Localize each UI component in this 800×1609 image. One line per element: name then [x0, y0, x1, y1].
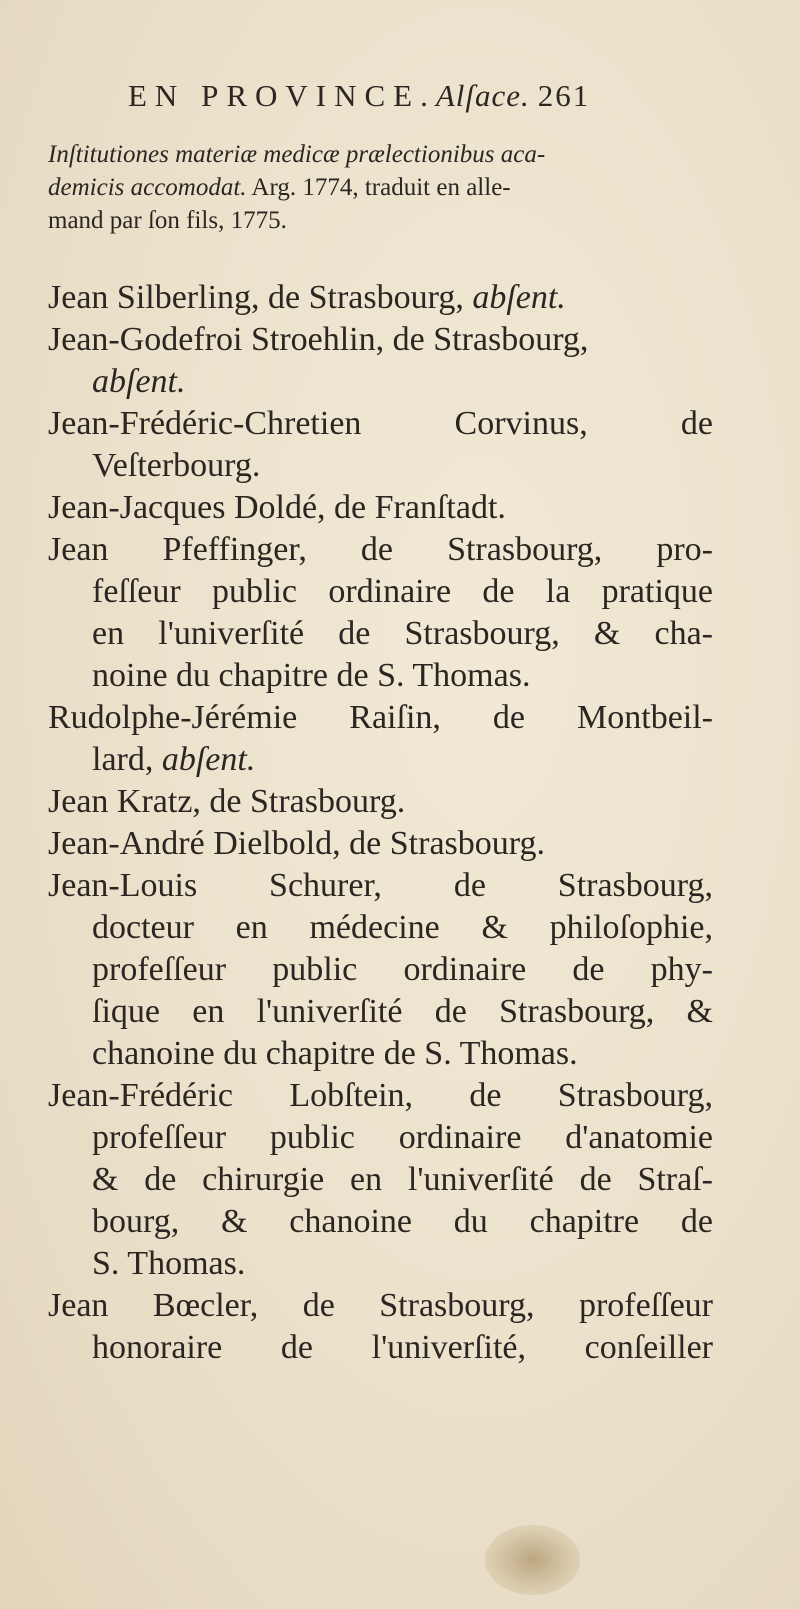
- entry-line: [48, 529, 713, 571]
- entry-list: [48, 277, 713, 1369]
- entry: [48, 781, 713, 823]
- entry-text: Jean-Louis Schurer, de Strasbourg,: [48, 867, 713, 904]
- entry-text: Jean-Frédéric-Chretien Corvinus, de: [48, 405, 713, 442]
- entry-text: Rudolphe-Jérémie Raiſin, de Montbeil-: [48, 699, 713, 736]
- entry-text: lard,: [92, 741, 154, 778]
- absent-note: abſent.: [463, 279, 566, 316]
- intro-paragraph: [48, 138, 708, 237]
- entry-text: Jean-Jacques Doldé, de Franſtadt.: [48, 489, 506, 526]
- entry-text: en l'univerſité de Strasbourg, & cha-: [92, 615, 713, 652]
- region-name: Alſace.: [435, 78, 530, 113]
- entry: [48, 529, 713, 697]
- entry-line: [48, 781, 713, 823]
- entry-text: feſſeur public ordinaire de la pratique: [92, 573, 713, 610]
- entry-line: [48, 403, 713, 445]
- entry-line: [48, 739, 713, 781]
- entry-text: Jean Kratz, de Strasbourg.: [48, 783, 406, 820]
- entry-text: Jean Silberling, de Strasbourg,: [48, 279, 464, 316]
- entry-text: Veſterbourg.: [92, 447, 261, 484]
- entry-text: & de chirurgie en l'univerſité de Straſ-: [92, 1161, 713, 1198]
- entry-line: [48, 697, 713, 739]
- entry-text: bourg, & chanoine du chapitre de: [92, 1203, 713, 1240]
- entry-line: [48, 1117, 713, 1159]
- absent-note: abſent.: [92, 363, 186, 400]
- running-header: [128, 78, 708, 114]
- entry-text: docteur en médecine & philoſophie,: [92, 909, 713, 946]
- entry: [48, 823, 713, 865]
- entry: [48, 277, 713, 319]
- entry-line: [48, 361, 713, 403]
- entry-text: chanoine du chapitre de S. Thomas.: [92, 1035, 578, 1072]
- entry: [48, 403, 713, 487]
- entry-line: [48, 277, 713, 319]
- entry-text: Jean-Frédéric Lobſtein, de Strasbourg,: [48, 1077, 713, 1114]
- intro-line: [48, 171, 708, 204]
- entry: [48, 865, 713, 1075]
- entry-line: [48, 1033, 713, 1075]
- intro-line: [48, 204, 708, 237]
- entry-line: [48, 907, 713, 949]
- entry: [48, 1285, 713, 1369]
- intro-italic-text: Inſtitutiones materiæ medicæ prælectionibus aca-: [48, 141, 546, 168]
- entry-line: [48, 865, 713, 907]
- entry-text: honoraire de l'univerſité, conſeiller: [92, 1329, 713, 1366]
- entry-line: [48, 319, 713, 361]
- entry-text: profeſſeur public ordinaire d'anatomie: [92, 1119, 713, 1156]
- entry-line: [48, 571, 713, 613]
- running-title: EN PROVINCE.: [128, 78, 436, 113]
- entry: [48, 697, 713, 781]
- entry-line: [48, 1243, 713, 1285]
- entry-line: [48, 1159, 713, 1201]
- entry-line: [48, 1327, 713, 1369]
- entry-line: [48, 445, 713, 487]
- entry-line: [48, 991, 713, 1033]
- entry-line: [48, 487, 713, 529]
- paper-stain: [485, 1525, 580, 1595]
- entry-text: Jean Bœcler, de Strasbourg, profeſſeur: [48, 1287, 713, 1324]
- entry-line: [48, 655, 713, 697]
- entry-text: ſique en l'univerſité de Strasbourg, &: [92, 993, 713, 1030]
- entry: [48, 1075, 713, 1285]
- intro-roman-text: mand par ſon fils, 1775.: [48, 207, 287, 234]
- intro-roman-text: Arg. 1774, traduit en alle-: [246, 174, 511, 201]
- intro-italic-text: demicis accomodat.: [48, 174, 247, 201]
- entry-line: [48, 613, 713, 655]
- entry-text: noine du chapitre de S. Thomas.: [92, 657, 531, 694]
- entry-text: profeſſeur public ordinaire de phy-: [92, 951, 713, 988]
- absent-note: abſent.: [153, 741, 256, 778]
- entry: [48, 319, 713, 403]
- page-number: 261: [537, 78, 591, 113]
- intro-line: [48, 138, 708, 171]
- entry-line: [48, 1201, 713, 1243]
- entry-text: Jean Pfeffinger, de Strasbourg, pro-: [48, 531, 713, 568]
- entry-text: Jean-Godefroi Stroehlin, de Strasbourg,: [48, 321, 589, 358]
- entry-text: S. Thomas.: [92, 1245, 246, 1282]
- entry-line: [48, 823, 713, 865]
- entry: [48, 487, 713, 529]
- entry-line: [48, 949, 713, 991]
- entry-text: Jean-André Dielbold, de Strasbourg.: [48, 825, 545, 862]
- entry-line: [48, 1285, 713, 1327]
- entry-line: [48, 1075, 713, 1117]
